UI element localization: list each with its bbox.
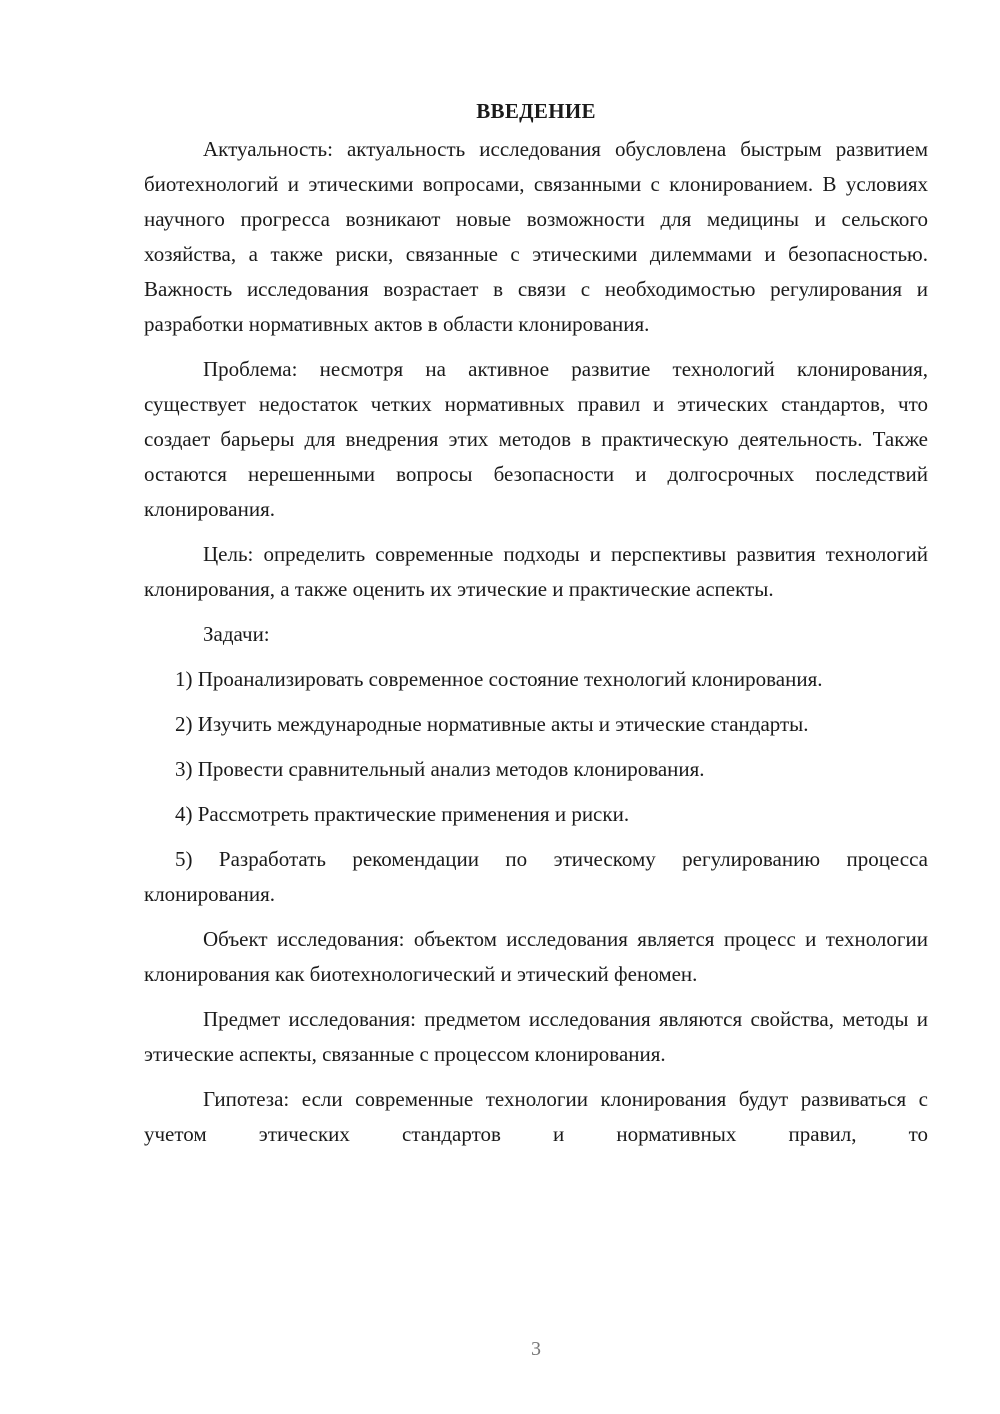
- task-item-5: 5) Разработать рекомендации по этическому регулированию процесса клонирования.: [144, 847, 928, 906]
- task-item-1: 1) Проанализировать современное состояние технологий клонирования.: [175, 667, 823, 691]
- relevance-paragraph: Актуальность: актуальность исследования обусловлена быстрым развитием биотехнологий и этическими вопросами, связанными с клонированием. В условиях научного прогресса возникают новые возможности для медицины и сельского хозяйства, а также риски, связанные с этическими дилеммами и безопасностью. Важность исследования возрастает в связи с необходимостью регулирования и разработки нормативных актов в области клонирования.: [144, 137, 928, 336]
- subject-paragraph: Предмет исследования: предметом исследования являются свойства, методы и этические аспекты, связанные с процессом клонирования.: [144, 1007, 928, 1066]
- page-body: [144, 96, 928, 1162]
- hypothesis-paragraph: Гипотеза: если современные технологии клонирования будут развиваться с учетом этических стандартов и нормативных правил, то: [144, 1087, 928, 1146]
- section-title: ВВЕДЕНИЕ: [476, 99, 596, 123]
- problem-paragraph: Проблема: несмотря на активное развитие технологий клонирования, существует недостаток четких нормативных правил и этических стандартов, что создает барьеры для внедрения этих методов в практическую деятельность. Также остаются нерешенными вопросы безопасности и долгосрочных последствий клонирования.: [144, 357, 928, 521]
- goal-paragraph: Цель: определить современные подходы и перспективы развития технологий клонирования, а также оценить их этические и практические аспекты.: [144, 542, 928, 601]
- task-item-4: 4) Рассмотреть практические применения и риски.: [175, 802, 630, 826]
- task-item-3: 3) Провести сравнительный анализ методов клонирования.: [175, 757, 705, 781]
- page-number: 3: [531, 1338, 541, 1360]
- tasks-heading: Задачи:: [203, 622, 270, 646]
- object-paragraph: Объект исследования: объектом исследования является процесс и технологии клонирования как биотехнологический и этический феномен.: [144, 927, 928, 986]
- task-item-2: 2) Изучить международные нормативные акты и этические стандарты.: [175, 712, 809, 736]
